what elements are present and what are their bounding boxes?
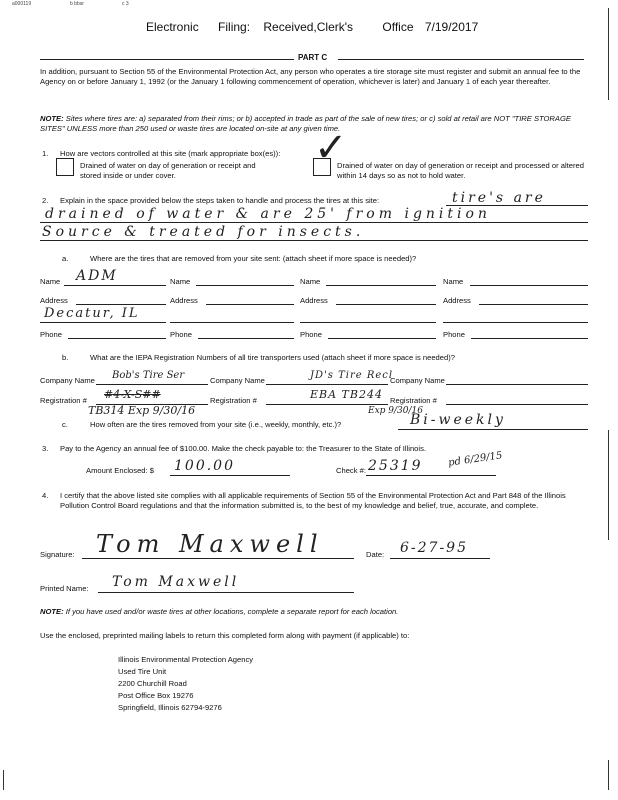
q2a-name-value-1: ADM xyxy=(76,268,118,284)
q2a-phone-line-2 xyxy=(198,338,294,339)
q2a-phone-label-1: Phone xyxy=(40,330,62,339)
q2a-name-label-2: Name xyxy=(170,277,191,286)
q2c-letter: c. xyxy=(62,420,68,429)
q1-checkmark: ✓ xyxy=(314,125,348,171)
stamp-date: 7/19/2017 xyxy=(424,20,479,34)
q2b-company-label-2: Company Name xyxy=(210,376,265,385)
q3-text: Pay to the Agency an annual fee of $100.00. Make the check payable to: the Treasurer to the State of Illinois. xyxy=(60,444,427,453)
q2b-registration-value-1: TB314 Exp 9/30/16 xyxy=(88,404,196,417)
q3-check-value: 25319 xyxy=(368,458,423,474)
q3-amount-label: Amount Enclosed: $ xyxy=(86,466,154,475)
note-2-label: NOTE: xyxy=(40,607,64,616)
q2a-address-line-4 xyxy=(479,304,588,305)
q2b-company-line-1 xyxy=(96,384,208,385)
scan-mark-3: c 3 xyxy=(122,1,129,7)
q2a-phone-line-3 xyxy=(328,338,436,339)
q2-answer-2: drained of water & are 25' from ignition xyxy=(45,206,491,222)
note-1-label: NOTE: xyxy=(40,114,64,123)
q2b-registration-label-2: Registration # xyxy=(210,396,257,405)
q2a-address-extra-4 xyxy=(443,322,588,323)
q2a-name-line-3 xyxy=(326,285,436,286)
q3-amount-value: 100.00 xyxy=(174,458,235,474)
q2b-letter: b. xyxy=(62,353,69,362)
q2b-text: What are the IEPA Registration Numbers of all tire transporters used (attach sheet if more space is needed)? xyxy=(90,353,455,362)
q2b-company-label-1: Company Name xyxy=(40,376,95,385)
intro-text: In addition, pursuant to Section 55 of the Environmental Protection Act, any person who operates a tire storage site must register and submit an annual fee to the Agency on or before January 1, 1992 (or the January 1 following commencement of operation, whichever is later) and January 1 of each year thereafter. xyxy=(40,67,581,86)
q4-number: 4. xyxy=(42,491,49,500)
q1-text: How are vectors controlled at this site (mark appropriate box(es)): xyxy=(60,149,281,158)
q3-check-note: pd 6/29/15 xyxy=(447,450,504,469)
mailing-address-line-2: Used Tire Unit xyxy=(118,667,167,676)
q2-number: 2. xyxy=(42,196,49,205)
q2a-address-extra-3 xyxy=(300,322,436,323)
q4-text: I certify that the above listed site complies with all applicable requirements of Section 55 of the Environmental Protection Act and Part 848 of the Illinois Pollution Control Board regulations and that the information submitted is, to the best of my knowledge and belief, true, accurate, and complete. xyxy=(60,491,566,510)
printed-name-label: Printed Name: xyxy=(40,584,89,593)
q2a-name-label-1: Name xyxy=(40,277,61,286)
q2a-address-line-2 xyxy=(206,304,294,305)
q2a-name-line-4 xyxy=(470,285,588,286)
printed-name-line xyxy=(98,592,354,593)
signature-date-value: 6-27-95 xyxy=(400,540,468,556)
q2a-phone-line-4 xyxy=(471,338,588,339)
q2a-phone-label-4: Phone xyxy=(443,330,465,339)
q2b-registration-label-3: Registration # xyxy=(390,396,437,405)
q2a-address-value-1: Decatur, IL xyxy=(44,306,140,321)
signature-date-line xyxy=(390,558,490,559)
return-instruction: Use the enclosed, preprinted mailing labels to return this completed form along with payment (if applicable) to: xyxy=(40,631,410,640)
q2-text: Explain in the space provided below the steps taken to handle and process the tires at this site: xyxy=(60,196,380,205)
printed-name-value: Tom Maxwell xyxy=(112,574,240,590)
q1-option-a: Drained of water on day of generation or receipt and stored inside or under cover. xyxy=(80,161,256,180)
note-1-text: Sites where tires are: a) separated from their rims; or b) accepted in trade as part of the sale of new tires; or c) sold at retail are NOT "TIRE STORAGE SITES" UNLESS more than 250 used or waste tires are located on-site at any given time. xyxy=(40,114,571,133)
scan-mark-1: a000119 xyxy=(12,1,32,7)
q2b-company-value-1: Bob's Tire Ser xyxy=(112,370,185,381)
mailing-address-line-1: Illinois Environmental Protection Agency xyxy=(118,655,254,664)
q2b-company-value-2: JD's Tire Recl xyxy=(310,370,394,381)
q2b-registration-struck-1: #4-X-S## xyxy=(104,388,161,401)
q2a-address-extra-1 xyxy=(40,322,166,323)
q2b-company-label-3: Company Name xyxy=(390,376,445,385)
q2b-registration-label-1: Registration # xyxy=(40,396,87,405)
part-title: PART C xyxy=(298,53,328,62)
q2c-text: How often are the tires removed from your site (i.e., weekly, monthly, etc.)? xyxy=(90,420,342,429)
q1-option-b: Drained of water on day of generation or receipt and processed or altered within 14 days so as not to hold water. xyxy=(337,161,584,180)
q2a-address-label-2: Address xyxy=(170,296,198,305)
q2a-address-line-1 xyxy=(76,304,166,305)
signature-value[interactable]: Tom Maxwell xyxy=(96,530,324,558)
q2b-registration-line-3 xyxy=(446,404,588,405)
q2b-company-line-3 xyxy=(446,384,588,385)
q2a-name-line-2 xyxy=(196,285,294,286)
q2a-text: Where are the tires that are removed from your site sent: (attach sheet if more space is needed)? xyxy=(90,254,417,263)
q1-number: 1. xyxy=(42,149,49,158)
signature-label: Signature: xyxy=(40,550,75,559)
stamp-office: Office xyxy=(382,20,414,34)
q2b-registration-value-2: EBA TB244 xyxy=(310,388,383,401)
mailing-address-line-5: Springfield, Illinois 62794-9276 xyxy=(118,703,222,712)
q2a-name-label-3: Name xyxy=(300,277,321,286)
part-rule-left xyxy=(40,59,294,60)
scan-edge-right-3 xyxy=(608,760,609,790)
note-2-text: If you have used and/or waste tires at other locations, complete a separate report for each location. xyxy=(65,607,399,616)
q2a-phone-label-2: Phone xyxy=(170,330,192,339)
scan-edge-right xyxy=(608,8,609,100)
q2c-answer: Bi-weekly xyxy=(410,412,506,428)
q3-amount-line xyxy=(170,475,290,476)
mailing-address xyxy=(118,654,253,714)
q2-answer-3: Source & treated for insects. xyxy=(42,224,365,240)
mailing-address-line-3: 2200 Churchill Road xyxy=(118,679,187,688)
note-1 xyxy=(40,114,585,133)
q2b-registration-exp-2: Exp 9/30/16 xyxy=(368,406,423,416)
q2a-address-extra-2 xyxy=(170,322,294,323)
q3-number: 3. xyxy=(42,444,49,453)
mailing-address-line-4: Post Office Box 19276 xyxy=(118,691,194,700)
q2-line-2 xyxy=(40,222,588,223)
q2a-address-line-3 xyxy=(336,304,436,305)
q2a-letter: a. xyxy=(62,254,69,263)
scan-edge-right-2 xyxy=(608,430,609,540)
filing-stamp xyxy=(146,20,478,34)
q2a-name-label-4: Name xyxy=(443,277,464,286)
signature-line xyxy=(82,558,354,559)
q3-check-label: Check #: xyxy=(336,466,366,475)
q2a-phone-label-3: Phone xyxy=(300,330,322,339)
q2b-registration-line-2 xyxy=(266,404,388,405)
q2b-company-line-2 xyxy=(266,384,388,385)
q2a-address-label-4: Address xyxy=(443,296,471,305)
scan-mark-2: b bbsr xyxy=(70,1,84,7)
q2a-name-line-1 xyxy=(64,285,166,286)
note-2 xyxy=(40,607,398,617)
signature-date-label: Date: xyxy=(366,550,385,559)
part-rule-right xyxy=(338,59,584,60)
q2a-address-label-3: Address xyxy=(300,296,328,305)
q2-line-3 xyxy=(40,240,588,241)
scan-edge-left xyxy=(3,770,4,790)
q2a-phone-line-1 xyxy=(68,338,166,339)
q3-check-line xyxy=(366,475,496,476)
stamp-electronic: Electronic xyxy=(146,20,199,34)
stamp-received: Received,Clerk's xyxy=(263,20,354,34)
q1-checkbox-a[interactable] xyxy=(56,158,74,176)
q2c-line xyxy=(398,429,588,430)
q2a-address-label-1: Address xyxy=(40,296,68,305)
q2-answer-1: tire's are xyxy=(452,190,546,206)
stamp-filing: Filing: xyxy=(218,20,251,34)
